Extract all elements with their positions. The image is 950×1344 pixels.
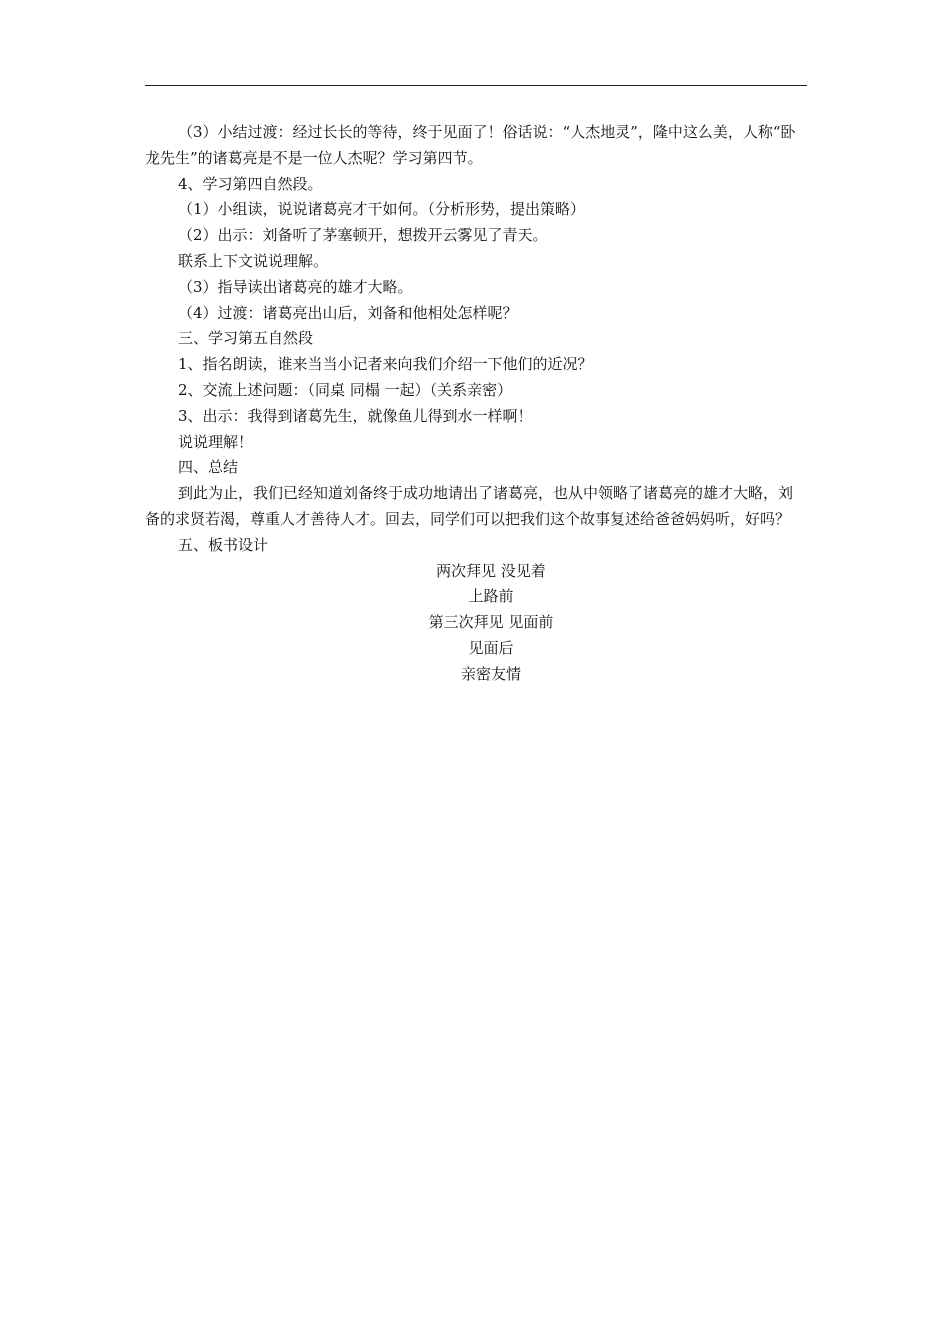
board-line: 两次拜见 没见着: [436, 561, 546, 580]
heading-section-five: 五、板书设计: [178, 535, 269, 554]
paragraph-read-aloud: 1、指名朗读，谁来当当小记者来向我们介绍一下他们的近况？: [178, 355, 593, 374]
heading-section-three: 三、学习第五自然段: [178, 329, 314, 348]
paragraph-guided-reading: （3）指导读出诸葛亮的雄才大略。: [178, 277, 413, 296]
paragraph-context-understanding: 联系上下文说说理解。: [178, 251, 329, 270]
board-line: 见面后: [468, 638, 514, 657]
paragraph-conclusion: 到此为止，我们已经知道刘备终于成功地请出了诸葛亮，也从中领略了诸葛亮的雄才大略，刘备的求贤若渴，尊重人才善待人才。回去，同学们可以把我们这个故事复述给爸爸妈妈听，好吗？: [145, 484, 794, 528]
paragraph-transition: （4）过渡：诸葛亮出山后，刘备和他相处怎样呢？: [178, 303, 518, 322]
heading-section-four: 四、总结: [178, 458, 239, 477]
header-rule: [145, 85, 807, 86]
paragraph-section-4: 4、学习第四自然段。: [178, 174, 323, 193]
paragraph-discussion: 2、交流上述问题：（同桌 同榻 一起）（关系亲密）: [178, 380, 513, 399]
board-line: 上路前: [468, 587, 514, 606]
paragraph-summary-transition: （3）小结过渡：经过长长的等待，终于见面了！俗话说：“人杰地灵”，隆中这么美，人称“卧龙先生”的诸葛亮是不是一位人杰呢？学习第四节。: [145, 123, 796, 167]
board-line: 亲密友情: [460, 664, 521, 683]
paragraph-group-reading: （1）小组读，说说诸葛亮才干如何。（分析形势，提出策略）: [178, 200, 586, 219]
board-line: 第三次拜见 见面前: [428, 613, 554, 632]
paragraph-show-quote: （2）出示：刘备听了茅塞顿开，想拨开云雾见了青天。: [178, 226, 548, 245]
paragraph-explain: 说说理解！: [178, 432, 254, 451]
board-design: [145, 559, 807, 688]
document-body: [145, 120, 807, 688]
paragraph-show-fish-water: 3、出示：我得到诸葛先生，就像鱼儿得到水一样啊！: [178, 406, 533, 425]
